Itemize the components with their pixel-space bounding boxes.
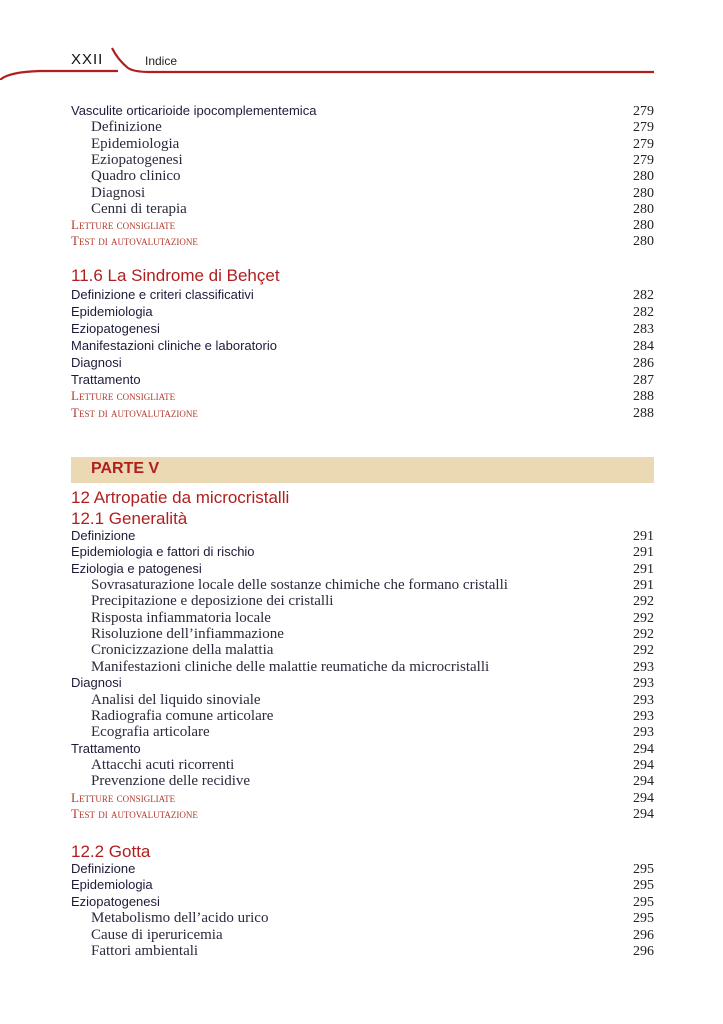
- toc-entry-title: Diagnosi: [71, 354, 122, 370]
- toc-entry-page: 294: [633, 774, 654, 790]
- toc-entry-page: 287: [633, 372, 654, 388]
- toc-entry-title: Quadro clinico: [91, 168, 181, 185]
- toc-entry-title: Fattori ambientali: [91, 943, 199, 959]
- toc-entry-page: 294: [633, 806, 654, 822]
- toc-entry-page: 295: [633, 894, 654, 910]
- toc-entry-title: Diagnosi: [91, 184, 146, 201]
- toc-entry-title: Manifestazioni cliniche delle malattie reumatiche da microcristalli: [91, 658, 490, 675]
- toc-entry-title: Cenni di terapia: [91, 200, 187, 217]
- toc-entry-page: 288: [633, 406, 654, 422]
- toc-entry-page: 282: [633, 304, 654, 320]
- toc-entry-page: 280: [633, 218, 654, 234]
- toc-entry-title: Definizione: [91, 119, 162, 136]
- toc-entry-title: Radiografia comune articolare: [91, 707, 274, 724]
- toc-entry-title: Ecografia articolare: [91, 724, 210, 741]
- toc-entry: [71, 321, 654, 337]
- toc-entry: [71, 136, 654, 152]
- toc-entry: [71, 861, 654, 877]
- toc-entry-page: 284: [633, 338, 654, 354]
- toc-entry-title: Cronicizzazione della malattia: [91, 642, 274, 659]
- toc-entry-page: 291: [633, 529, 654, 544]
- page-number: XXII: [71, 51, 104, 68]
- toc-entry: [71, 757, 654, 773]
- toc-entry: [71, 355, 654, 371]
- toc-entry-title: Cause di iperuricemia: [91, 926, 223, 943]
- toc-entry-page: 292: [633, 594, 654, 610]
- toc-entry: [71, 152, 654, 168]
- toc-entry-title: Precipitazione e deposizione dei cristalli: [91, 593, 334, 610]
- toc-entry-page: 294: [633, 741, 654, 757]
- toc-entry-title: Eziologia e patogenesi: [71, 560, 202, 576]
- toc-entry-title: Definizione e criteri classificativi: [71, 287, 254, 302]
- toc-entry-page: 293: [633, 708, 654, 724]
- toc-entry: [71, 708, 654, 724]
- toc-entry-title: Letture consigliate: [71, 217, 176, 233]
- toc-entry: [71, 724, 654, 740]
- toc-entry-page: 279: [633, 104, 654, 119]
- toc-entry-title: Prevenzione delle recidive: [91, 773, 251, 790]
- toc-entry: [71, 388, 654, 404]
- running-title: Indice: [145, 54, 178, 68]
- toc-entry: [71, 405, 654, 421]
- toc-entry-title: Sovrasaturazione locale delle sostanze chimiche che formano cristalli: [91, 577, 508, 594]
- toc-entry: [71, 659, 654, 675]
- toc-entry: [71, 217, 654, 233]
- toc-entry-title: Analisi del liquido sinoviale: [91, 691, 261, 708]
- toc-entry-page: 280: [633, 169, 654, 185]
- toc-entry-title: Metabolismo dell’acido urico: [91, 910, 269, 927]
- toc-entry-page: 282: [633, 288, 654, 303]
- toc-entry: [71, 528, 654, 544]
- section-heading-behcet: 11.6 La Sindrome di Behçet: [71, 266, 280, 285]
- toc-entry-page: 292: [633, 643, 654, 659]
- toc-entry: [71, 894, 654, 910]
- chapter-heading: 12 Artropatie da microcristalli: [71, 488, 290, 507]
- toc-entry: [71, 103, 654, 119]
- toc-entry-title: Diagnosi: [71, 675, 122, 691]
- toc-entry: [71, 168, 654, 184]
- toc-entry-page: 294: [633, 757, 654, 773]
- toc-entry-page: 280: [633, 234, 654, 250]
- toc-entry-title: Epidemiologia e fattori di rischio: [71, 544, 255, 560]
- toc-entry-title: Epidemiologia: [91, 135, 180, 152]
- toc-entry: [71, 561, 654, 577]
- toc-entry: [71, 626, 654, 642]
- toc-entry-page: 288: [633, 389, 654, 405]
- toc-entry: [71, 544, 654, 560]
- toc-entry-title: Test di autovalutazione: [71, 233, 198, 249]
- toc-entry: [71, 692, 654, 708]
- page-header: [0, 0, 723, 80]
- toc-entry-page: 292: [633, 610, 654, 626]
- toc-entry: [71, 287, 654, 303]
- toc-entry: [71, 593, 654, 609]
- toc-entry: [71, 806, 654, 822]
- toc-entry-title: Epidemiologia: [71, 877, 153, 893]
- toc-entry-title: Definizione: [71, 861, 136, 876]
- toc-entry-title: Letture consigliate: [71, 789, 176, 805]
- toc-entry: [71, 119, 654, 135]
- toc-entry: [71, 577, 654, 593]
- header-rule-graphic: [0, 0, 723, 80]
- toc-entry-page: 279: [633, 120, 654, 136]
- toc-entry-title: Eziopatogenesi: [71, 320, 160, 336]
- toc-entry: [71, 185, 654, 201]
- toc-entry-page: 296: [633, 944, 654, 959]
- toc-entry-page: 280: [633, 185, 654, 201]
- toc-entry: [71, 233, 654, 249]
- part-label: PARTE V: [91, 460, 160, 477]
- toc-entry-page: 293: [633, 659, 654, 675]
- toc-entry: [71, 304, 654, 320]
- toc-entry-title: Test di autovalutazione: [71, 405, 198, 421]
- section-heading-generalita: 12.1 Generalità: [71, 509, 188, 528]
- toc-entry-page: 295: [633, 862, 654, 877]
- toc-entry-title: Manifestazioni cliniche e laboratorio: [71, 337, 277, 353]
- toc-entry-page: 279: [633, 136, 654, 152]
- section-heading-gotta: 12.2 Gotta: [71, 842, 151, 861]
- toc-entry-page: 296: [633, 927, 654, 943]
- toc-entry-page: 291: [633, 545, 654, 561]
- toc-entry-page: 291: [633, 561, 654, 577]
- toc-entry-page: 293: [633, 725, 654, 741]
- toc-entry-page: 295: [633, 878, 654, 894]
- toc-entry: [71, 675, 654, 691]
- toc-entry-title: Vasculite orticarioide ipocomplementemica: [71, 103, 317, 118]
- toc-entry-page: 293: [633, 676, 654, 692]
- toc-entry-page: 295: [633, 911, 654, 927]
- toc-entry-page: 294: [633, 790, 654, 806]
- toc-entry-page: 283: [633, 321, 654, 337]
- toc-entry-page: 293: [633, 692, 654, 708]
- toc-entry: [71, 773, 654, 789]
- toc-entry-title: Risoluzione dell’infiammazione: [91, 626, 284, 643]
- toc-entry-page: 280: [633, 201, 654, 217]
- toc-entry: [71, 372, 654, 388]
- toc-entry: [71, 943, 654, 959]
- toc-entry: [71, 338, 654, 354]
- toc-entry-title: Test di autovalutazione: [71, 805, 198, 821]
- toc-entry: [71, 610, 654, 626]
- toc-entry-title: Eziopatogenesi: [71, 893, 160, 909]
- toc-entry: [71, 201, 654, 217]
- toc-entry-title: Attacchi acuti ricorrenti: [91, 756, 235, 773]
- toc-entry-page: 286: [633, 355, 654, 371]
- toc-entry: [71, 910, 654, 926]
- toc-entry: [71, 741, 654, 757]
- toc-entry-title: Eziopatogenesi: [91, 151, 183, 168]
- toc-entry: [71, 642, 654, 658]
- toc-entry-title: Definizione: [71, 528, 136, 543]
- toc-entry: [71, 877, 654, 893]
- toc-entry-title: Trattamento: [71, 371, 141, 387]
- toc-entry-title: Trattamento: [71, 740, 141, 756]
- toc-entry-title: Letture consigliate: [71, 388, 176, 404]
- toc-entry-page: 292: [633, 627, 654, 643]
- toc-entry: [71, 790, 654, 806]
- toc-entry-page: 279: [633, 152, 654, 168]
- part-banner: [71, 457, 654, 483]
- toc-entry-page: 291: [633, 578, 654, 594]
- toc-entry-title: Risposta infiammatoria locale: [91, 609, 271, 626]
- toc-entry-title: Epidemiologia: [71, 303, 153, 319]
- toc-entry: [71, 927, 654, 943]
